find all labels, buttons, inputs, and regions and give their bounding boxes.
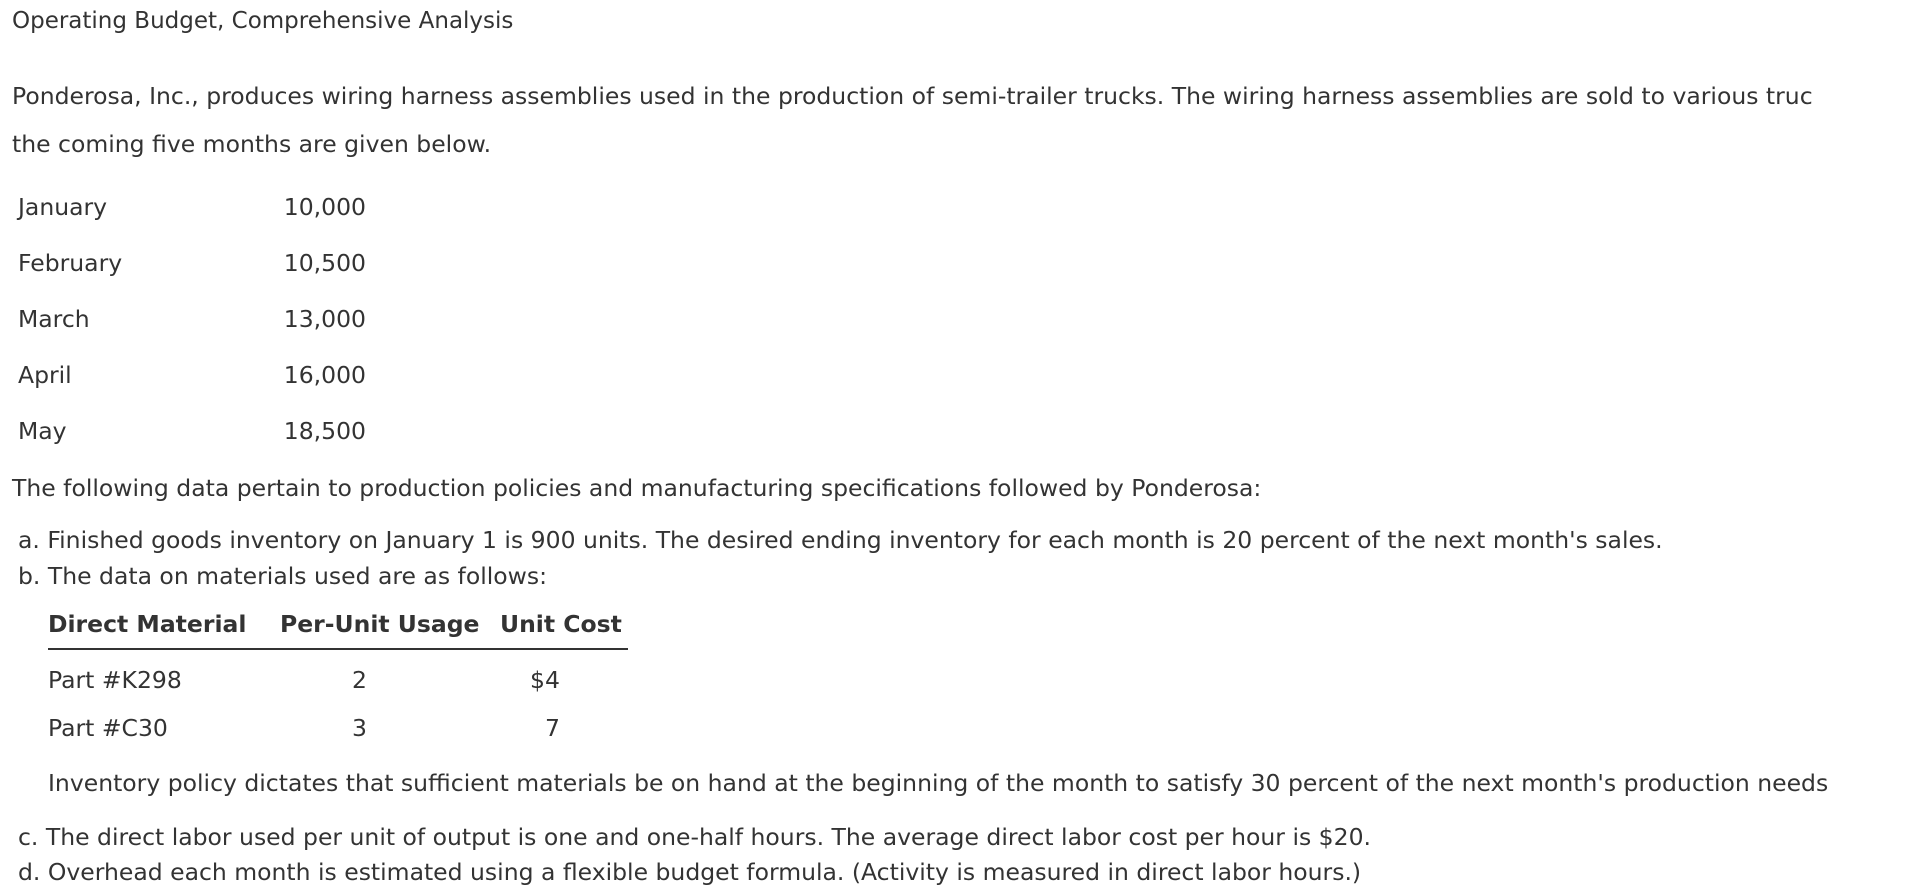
sales-month: April <box>18 361 72 389</box>
intro-line-2: the coming five months are given below. <box>12 130 492 158</box>
table-row <box>48 660 628 708</box>
following-data-text: The following data pertain to production policies and manufacturing specifications followed by Ponderosa: <box>12 474 1262 502</box>
material-name: Part #K298 <box>48 666 182 694</box>
header-per-unit-usage: Per-Unit Usage <box>280 610 480 638</box>
header-direct-material: Direct Material <box>48 610 247 638</box>
list-item-c: c. The direct labor used per unit of output is one and one-half hours. The average direct labor cost per hour is $20. <box>18 823 1372 851</box>
sales-month: May <box>18 417 67 445</box>
materials-table-header <box>48 602 628 650</box>
header-unit-cost: Unit Cost <box>500 610 622 638</box>
list-item-b: b. The data on materials used are as follows: <box>18 562 548 590</box>
sales-month: February <box>18 249 123 277</box>
intro-paragraph <box>12 72 1912 168</box>
sales-units: 18,500 <box>283 417 366 445</box>
page-title: Operating Budget, Comprehensive Analysis <box>12 8 514 34</box>
sales-month: January <box>18 193 108 221</box>
table-row <box>48 708 628 756</box>
list-item-d: d. Overhead each month is estimated using a flexible budget formula. (Activity is measured in direct labor hours.) <box>18 858 1362 886</box>
material-usage: 2 <box>352 666 367 694</box>
sales-units: 13,000 <box>283 305 366 333</box>
sales-units: 16,000 <box>283 361 366 389</box>
sales-month: March <box>18 305 90 333</box>
sales-units: 10,500 <box>283 249 366 277</box>
material-usage: 3 <box>352 714 367 742</box>
material-cost: $4 <box>530 666 560 694</box>
sales-units: 10,000 <box>283 193 366 221</box>
intro-line-1: Ponderosa, Inc., produces wiring harness assemblies used in the production of semi-trailer trucks. The wiring harness assemblies are sold to various truc <box>12 82 1813 110</box>
material-name: Part #C30 <box>48 714 168 742</box>
list-item-a: a. Finished goods inventory on January 1 is 900 units. The desired ending inventory for each month is 20 percent of the next month's sales. <box>18 526 1663 554</box>
inventory-policy-text: Inventory policy dictates that sufficient materials be on hand at the beginning of the month to satisfy 30 percent of the next month's production needs <box>48 769 1829 797</box>
material-cost: 7 <box>545 714 560 742</box>
